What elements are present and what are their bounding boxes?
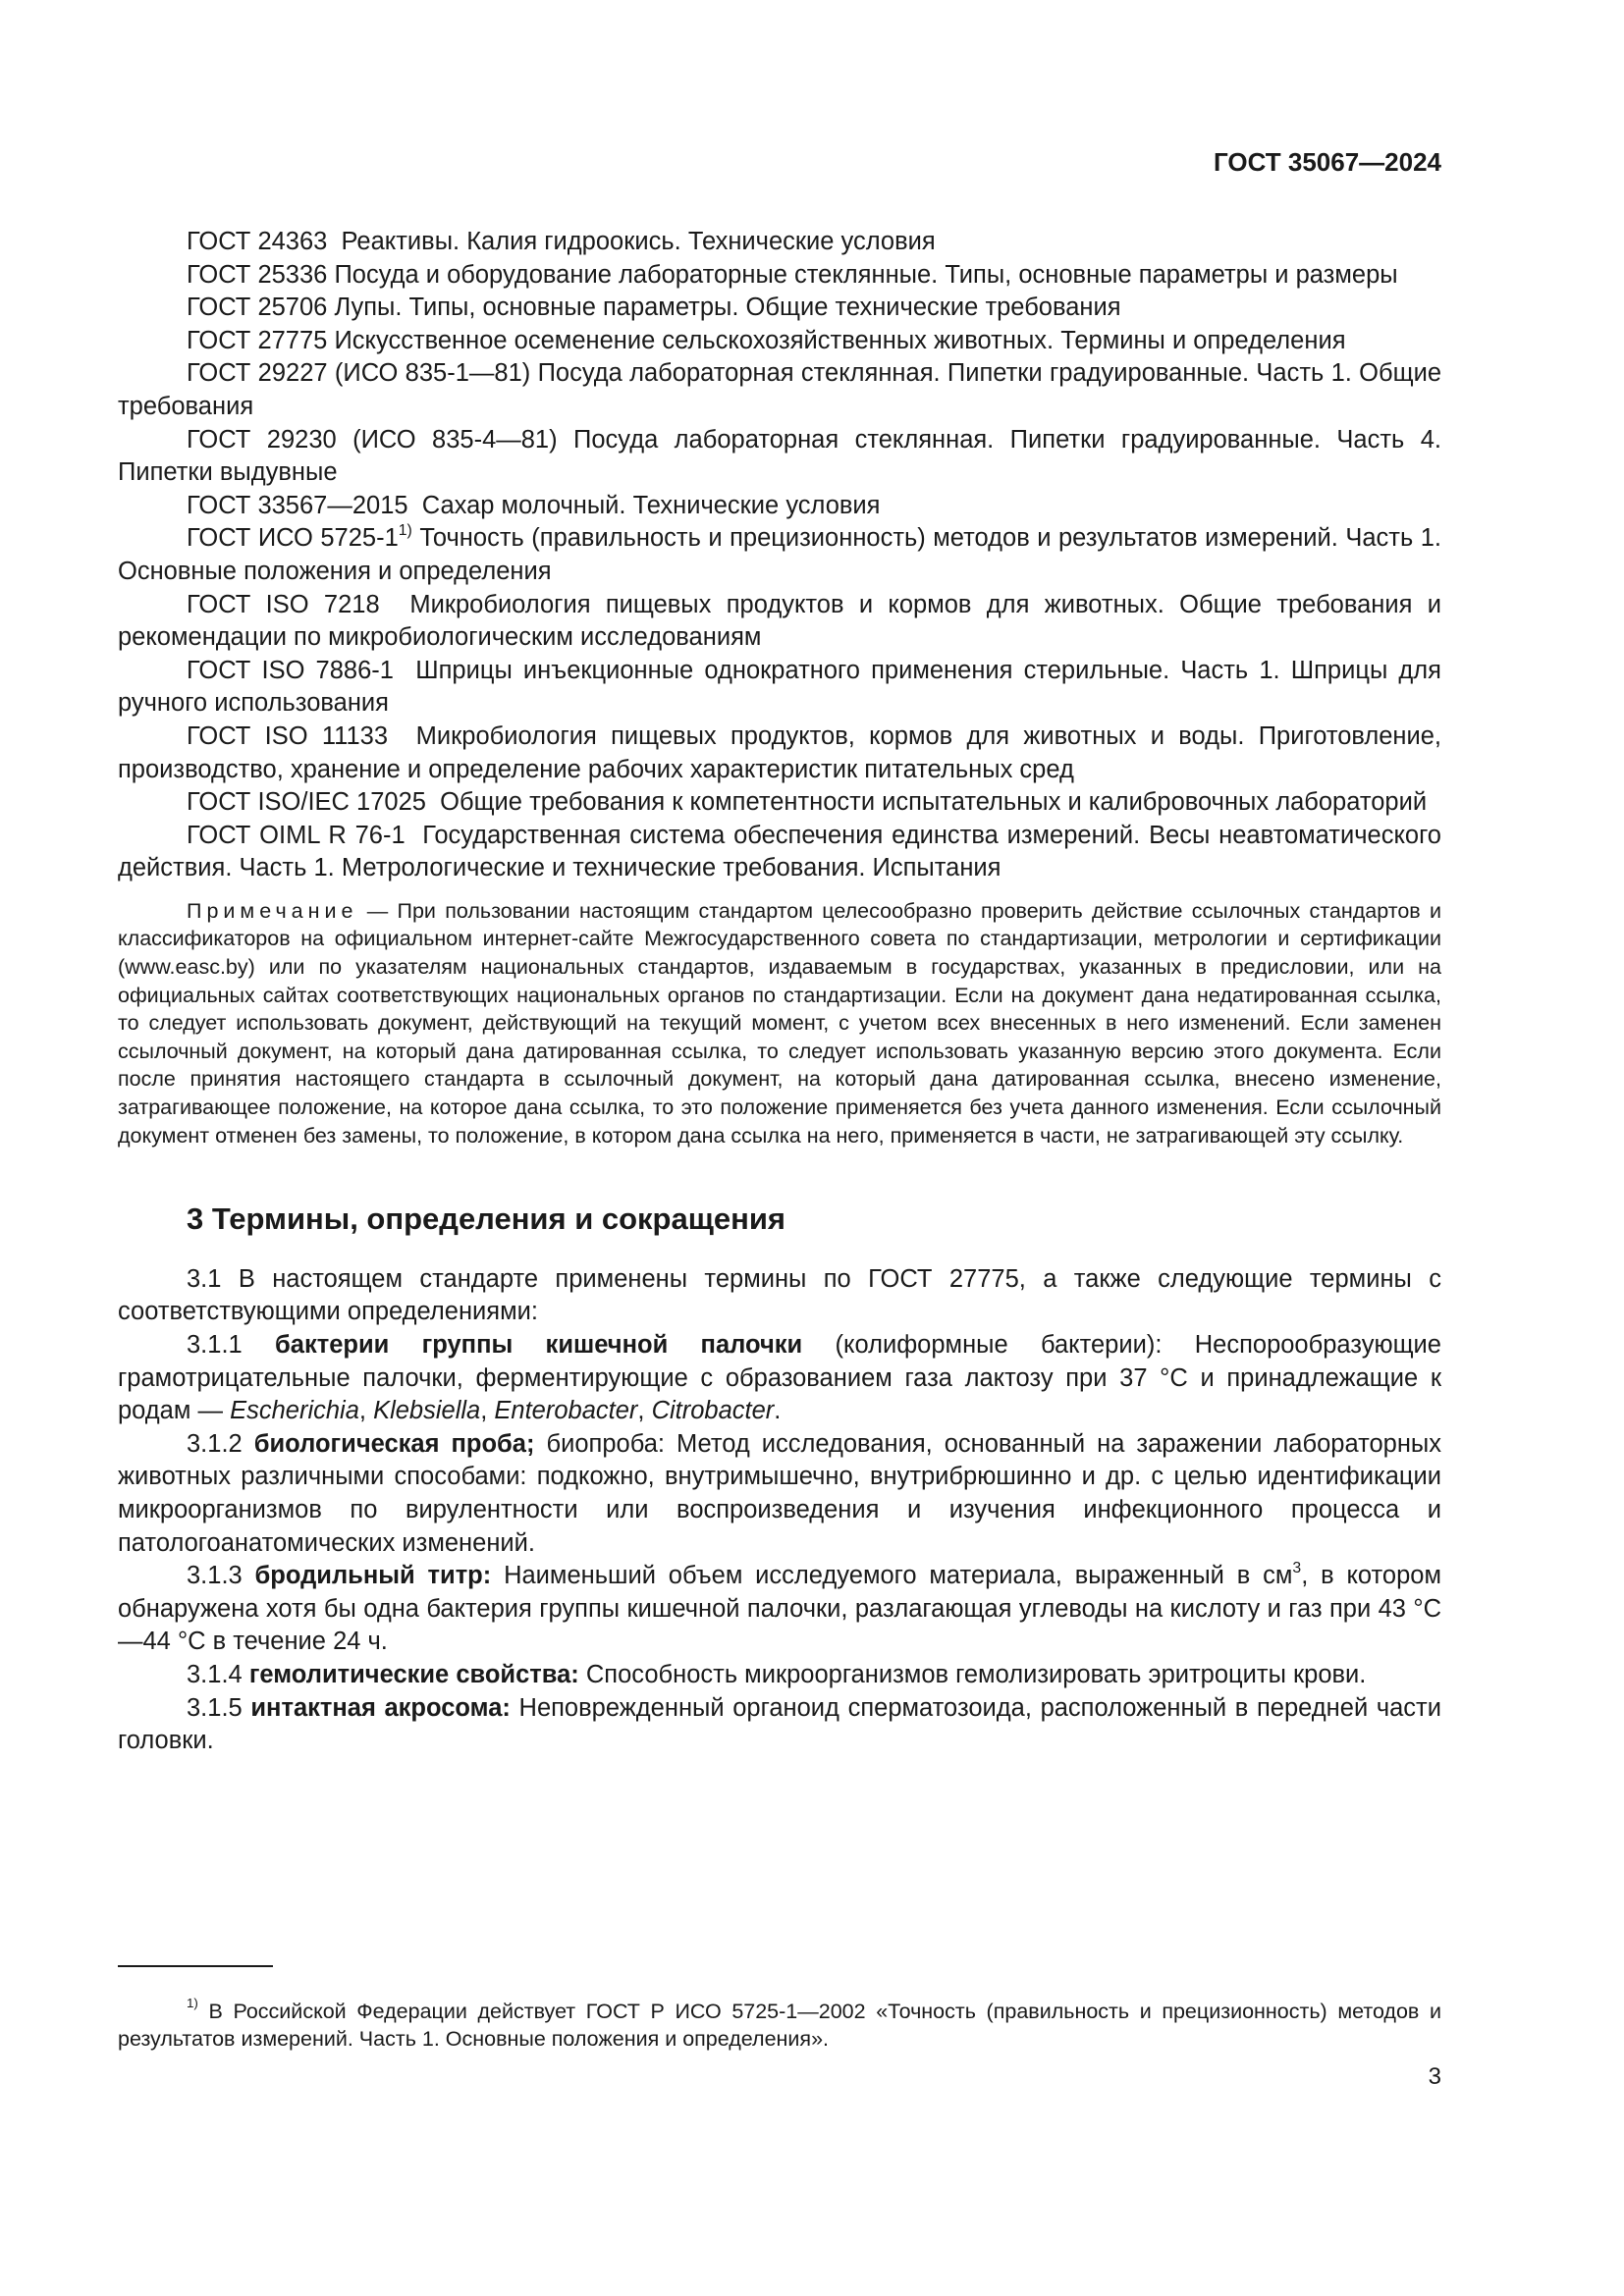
clause-number: 3.1.4 <box>187 1660 243 1688</box>
footnote-mark: 1) <box>187 1996 198 2011</box>
genus-name: Citrobacter <box>651 1397 775 1425</box>
document-code: ГОСТ 35067—2024 <box>1214 147 1441 177</box>
reference-title: Реактивы. Калия гидроокись. Технические условия <box>341 228 936 255</box>
reference-item <box>118 259 1441 293</box>
normative-references-list <box>118 226 1441 885</box>
note-paragraph <box>118 897 1441 1149</box>
term-name: гемолитические свойства: <box>248 1660 579 1688</box>
reference-code: ГОСТ ИСО 5725-1 <box>187 524 399 553</box>
term-3-1-5 <box>118 1692 1441 1758</box>
reference-title: Искусственное осеменение сельскохозяйственных животных. Термины и определения <box>334 326 1346 354</box>
term-definition: Способность микроорганизмов гемолизировать эритроциты крови. <box>585 1660 1367 1688</box>
page-number: 3 <box>1428 2063 1441 2090</box>
superscript: 3 <box>1292 1559 1302 1576</box>
footnote-ref: 1) <box>398 521 412 539</box>
reference-item <box>118 357 1441 423</box>
reference-title: Государственная система обеспечения единства измерений. Весы неавтоматического действия. Часть 1. Метрологические и технические требования. Испытания <box>118 821 1441 882</box>
term-definition: (колиформные бактерии): Неспорообразующие грамотрицательные палочки, ферментирующие с образованием газа лактозу при 37 °С и принадлежащие к родам — <box>118 1331 1441 1425</box>
clause-number: 3.1.3 <box>187 1562 243 1590</box>
reference-code: ГОСТ 29230 (ИСО 835-4—81) <box>187 425 558 454</box>
reference-code: ГОСТ ISO 7218 <box>187 590 380 618</box>
reference-code: ГОСТ 24363 <box>187 228 328 255</box>
reference-code: ГОСТ 33567—2015 <box>187 491 408 519</box>
reference-title: Микробиология пищевых продуктов, кормов для животных и воды. Приготовление, производство, хранение и определение рабочих характеристик питательных сред <box>118 721 1442 783</box>
reference-title: Посуда лабораторная стеклянная. Пипетки градуированные. Часть 4. Пипетки выдувные <box>118 425 1441 487</box>
genus-name: Escherichia <box>230 1397 359 1425</box>
reference-code: ГОСТ ISO 7886-1 <box>187 656 394 684</box>
reference-item <box>118 786 1441 820</box>
reference-title: Посуда лабораторная стеклянная. Пипетки градуированные. Часть 1. Общие требования <box>118 359 1441 420</box>
footnote-text: В Российской Федерации действует ГОСТ Р ИСО 5725-1—2002 «Точность (правильность и прецизионность) методов и результатов измерений. Часть 1. Основные положения и определения». <box>118 1999 1441 2051</box>
reference-title: Посуда и оборудование лабораторные стеклянные. Типы, основные параметры и размеры <box>334 260 1398 289</box>
footnote <box>118 1998 1441 2054</box>
reference-title: Микробиология пищевых продуктов и кормов для животных. Общие требования и рекомендации по микробиологическим исследованиям <box>118 590 1441 652</box>
clause-number: 3.1.2 <box>187 1429 243 1458</box>
reference-item <box>118 424 1441 490</box>
reference-code: ГОСТ ISO/IEC 17025 <box>187 788 426 817</box>
section-heading: 3 Термины, определения и сокращения <box>187 1201 785 1237</box>
genus-name: Klebsiella <box>373 1397 481 1425</box>
clause-number: 3.1.1 <box>187 1331 243 1359</box>
reference-code: ГОСТ 25336 <box>187 260 328 289</box>
reference-item <box>118 490 1441 523</box>
term-3-1-2 <box>118 1428 1441 1560</box>
reference-title: Сахар молочный. Технические условия <box>421 491 881 519</box>
term-definition-cont: , в котором обнаружена хотя бы одна бактерия группы кишечной палочки, разлагающая углеводы на кислоту и газ при 43 °С—44 °С в течение 24 ч. <box>118 1562 1441 1656</box>
term-3-1-3 <box>118 1560 1441 1659</box>
reference-item <box>118 721 1441 786</box>
reference-title: Лупы. Типы, основные параметры. Общие технические требования <box>334 294 1121 322</box>
note-text: — При пользовании настоящим стандартом целесообразно проверить действие ссылочных стандартов и классификаторов на официальном интернет-сайте Межгосударственного совета по стандартизации, метрологии и сертификации (www.easc.by) или по указателям национальных стандартов, издаваемым в государствах, указанных в предисловии, или на официальных сайтах соответствующих национальных органов по стандартизации. Если на документ дана недатированная ссылка, то следует использовать документ, действующий на текущий момент, с учетом всех внесенных в него изменений. Если заменен ссылочный документ, на который дана датированная ссылка, то следует использовать указанную версию этого документа. Если после принятия настоящего стандарта в ссылочный документ, на который дана датированная ссылка, внесено изменение, затрагивающее положение, на которое дана ссылка, то это положение применяется без учета данного изменения. Если ссылочный документ отменен без замены, то положение, в котором дана ссылка на него, применяется в части, не затрагивающей эту ссылку. <box>118 898 1441 1148</box>
reference-item <box>118 522 1441 588</box>
term-name: биологическая проба; <box>253 1429 535 1458</box>
reference-code: ГОСТ 29227 (ИСО 835-1—81) <box>187 359 531 388</box>
reference-code: ГОСТ 27775 <box>187 326 328 354</box>
reference-code: ГОСТ OIML R 76-1 <box>187 821 406 849</box>
reference-item <box>118 655 1441 721</box>
page-body <box>118 226 1441 1758</box>
note-label: Примечание <box>187 898 358 923</box>
reference-code: ГОСТ ISO 11133 <box>187 721 389 750</box>
term-definition: Неповрежденный органоид сперматозоида, расположенный в передней части головки. <box>118 1693 1441 1755</box>
clause-number: 3.1.5 <box>187 1693 243 1722</box>
term-name: бродильный титр: <box>254 1562 492 1590</box>
reference-item <box>118 325 1441 358</box>
reference-item <box>118 589 1441 655</box>
reference-item <box>118 292 1441 325</box>
footnote-divider <box>118 1965 273 1967</box>
term-name: интактная акросома: <box>250 1693 511 1722</box>
term-name: бактерии группы кишечной палочки <box>275 1331 803 1359</box>
term-3-1-1: 3.1.1 бактерии группы кишечной палочки (колиформные бактерии): Неспорообразующие грамотрицательные палочки, ферментирующие с образованием газа лактозу при 37 °С и принадлежащие к родам — Escherichia, Klebsiella, Enterobacter, Citrobacter. <box>118 1331 1441 1425</box>
term-3-1-4 <box>118 1659 1441 1692</box>
reference-code: ГОСТ 25706 <box>187 294 328 322</box>
reference-item <box>118 226 1441 259</box>
term-definition: Наименьший объем исследуемого материала, выраженный в см <box>504 1562 1293 1590</box>
clause-3-1: 3.1 В настоящем стандарте применены термины по ГОСТ 27775, а также следующие термины с соответствующими определениями: <box>118 1264 1441 1326</box>
reference-title: Шприцы инъекционные однократного применения стерильные. Часть 1. Шприцы для ручного использования <box>118 656 1441 718</box>
term-definition: биопроба: Метод исследования, основанный на заражении лабораторных животных различными способами: подкожно, внутримышечно, внутрибрюшинно и др. с целью идентификации микроорганизмов по вирулентности или воспроизведения и изучения инфекционного процесса и патологоанатомических изменений. <box>118 1429 1441 1557</box>
genus-name: Enterobacter <box>494 1397 638 1425</box>
reference-item <box>118 820 1441 885</box>
reference-title: Точность (правильность и прецизионность) методов и результатов измерений. Часть 1. Основные положения и определения <box>118 524 1441 585</box>
reference-title: Общие требования к компетентности испытательных и калибровочных лабораторий <box>440 788 1428 817</box>
